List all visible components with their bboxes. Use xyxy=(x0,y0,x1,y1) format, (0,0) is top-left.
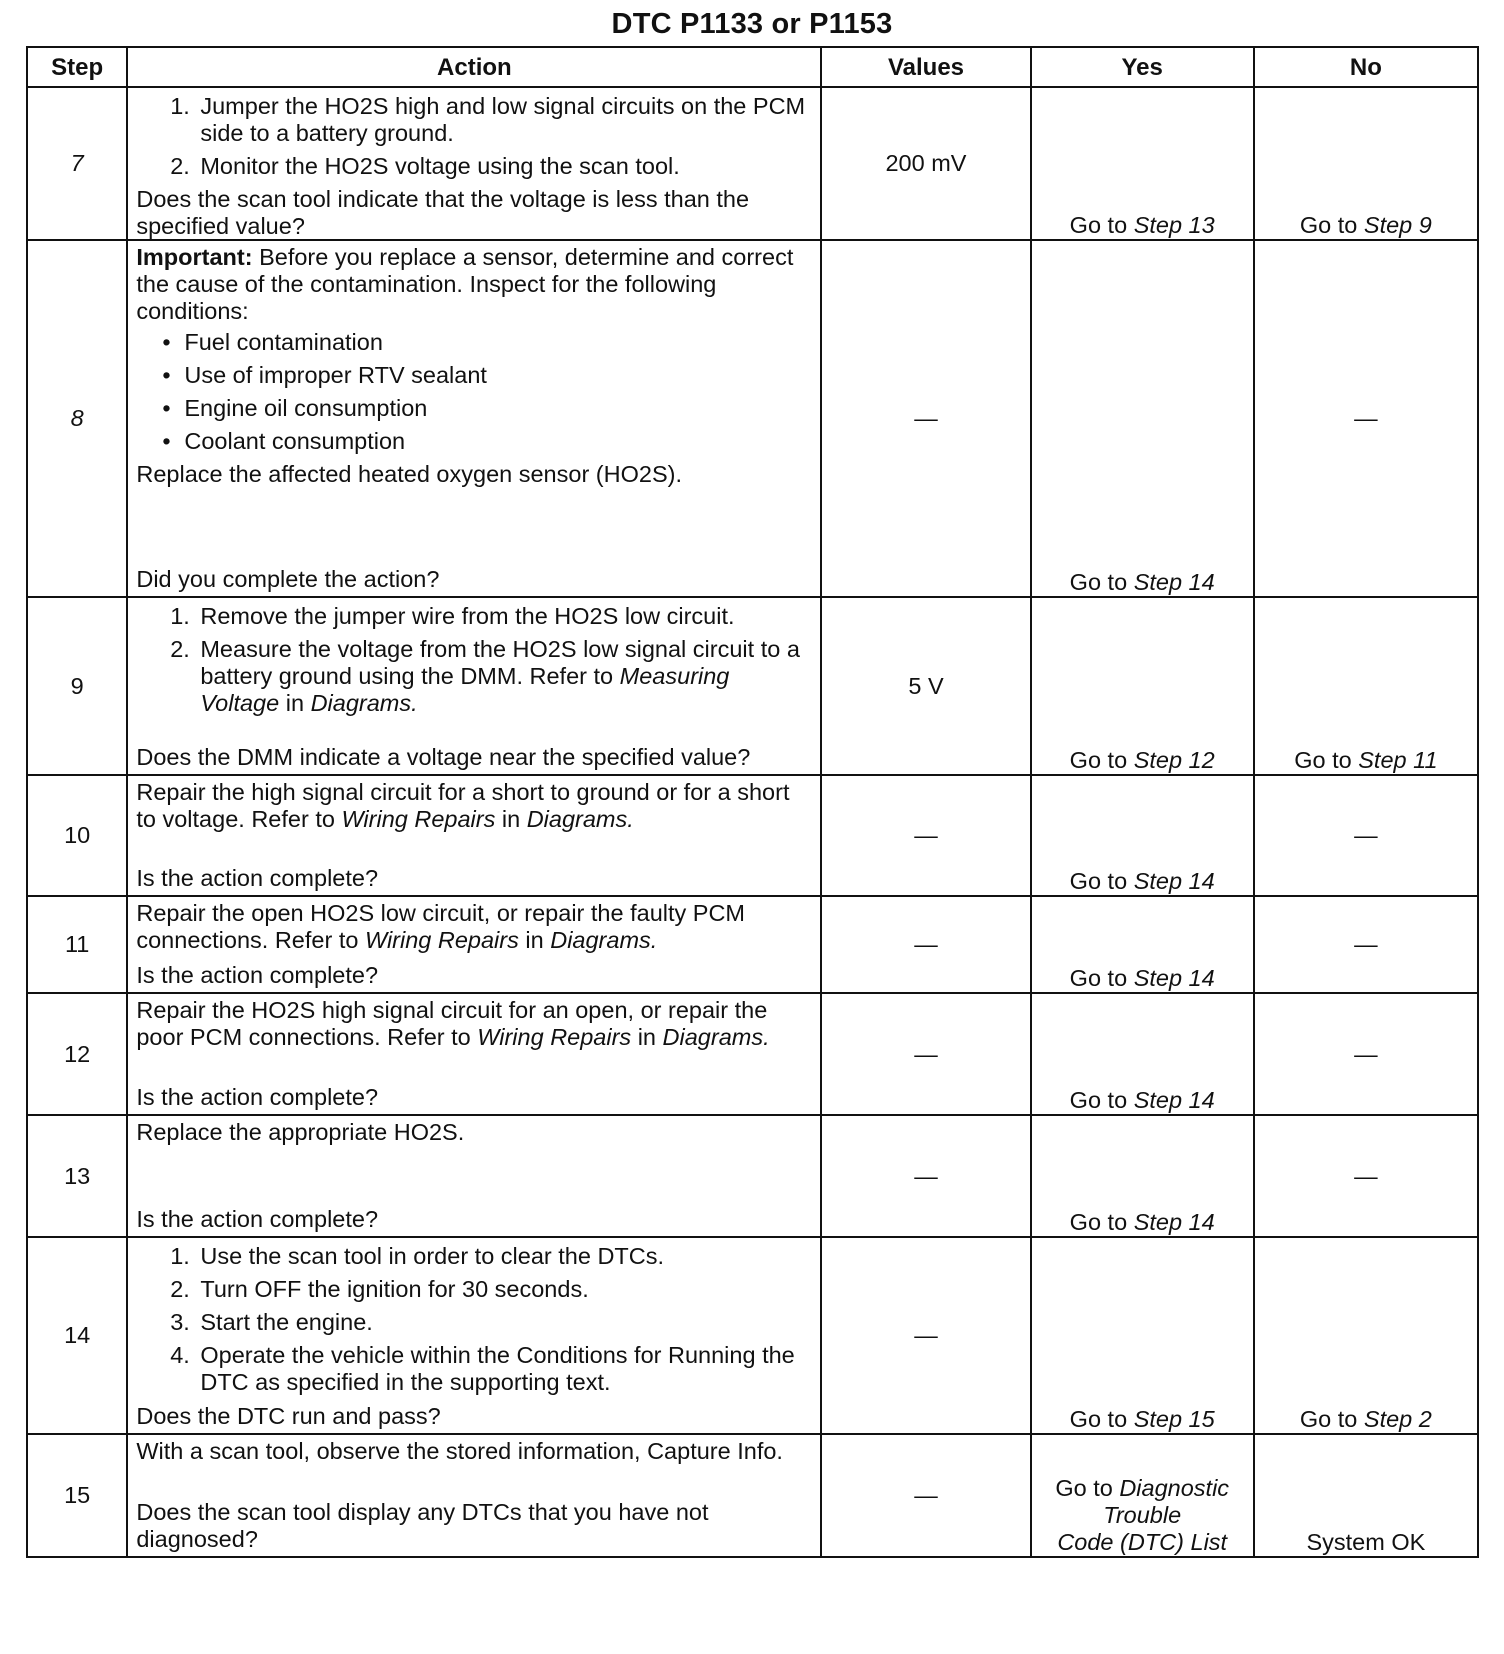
yes-cell xyxy=(1031,240,1254,597)
step-number: 14 xyxy=(27,1237,127,1434)
step-number: 9 xyxy=(27,597,127,775)
action-step-text: Measure the voltage from the HO2S low signal circuit to a battery ground using the DMM. Refer to xyxy=(200,636,800,689)
table-row-step-13 xyxy=(27,1115,1478,1237)
action-step: 1. Remove the jumper wire from the HO2S low circuit. xyxy=(196,603,812,630)
action-cell xyxy=(127,240,821,597)
step-number: 13 xyxy=(27,1115,127,1237)
header-yes: Yes xyxy=(1031,47,1254,87)
diagnostic-table xyxy=(26,46,1479,1558)
goto-step-link: Step 14 xyxy=(1133,569,1215,595)
step-number: 15 xyxy=(27,1434,127,1557)
no-cell: — xyxy=(1254,775,1478,896)
action-cell xyxy=(127,87,821,240)
list-item: • Use of improper RTV sealant xyxy=(184,362,812,389)
no-cell xyxy=(1254,1237,1478,1434)
yes-cell xyxy=(1031,1434,1254,1557)
list-item: • Fuel contamination xyxy=(184,329,812,356)
no-cell: — xyxy=(1254,896,1478,993)
goto-prefix: Go to xyxy=(1069,1209,1128,1235)
table-row-step-14 xyxy=(27,1237,1478,1434)
value-cell: — xyxy=(821,1237,1030,1434)
action-text xyxy=(136,997,812,1051)
goto-prefix: Go to xyxy=(1294,747,1352,773)
yes-cell xyxy=(1031,87,1254,240)
no-cell xyxy=(1254,87,1478,240)
important-note xyxy=(136,244,812,325)
action-steps xyxy=(136,93,812,180)
goto-step-link: Step 14 xyxy=(1133,1209,1215,1235)
value-cell: — xyxy=(821,775,1030,896)
reference-in: in xyxy=(637,1024,656,1050)
list-item: • Coolant consumption xyxy=(184,428,812,455)
action-cell xyxy=(127,896,821,993)
action-step: 4. Operate the vehicle within the Conditions for Running the DTC as specified in the supporting text. xyxy=(196,1342,812,1396)
value-cell: — xyxy=(821,240,1030,597)
action-text-body: Repair the open HO2S low circuit, or repair the faulty PCM connections. Refer to xyxy=(136,900,746,953)
goto-step-link: Step 12 xyxy=(1133,747,1215,773)
yes-cell xyxy=(1031,896,1254,993)
reference-link: Wiring Repairs xyxy=(477,1024,632,1050)
header-step: Step xyxy=(27,47,127,87)
no-cell: System OK xyxy=(1254,1434,1478,1557)
action-text: With a scan tool, observe the stored information, Capture Info. xyxy=(136,1438,783,1464)
step-number: 8 xyxy=(27,240,127,597)
step-number: 12 xyxy=(27,993,127,1115)
action-step: 3. Start the engine. xyxy=(196,1309,812,1336)
action-step: 2. Turn OFF the ignition for 30 seconds. xyxy=(196,1276,812,1303)
goto-prefix: Go to xyxy=(1069,1087,1128,1113)
table-row-step-11 xyxy=(27,896,1478,993)
reference-link: Wiring Repairs xyxy=(341,806,496,832)
yes-cell xyxy=(1031,1237,1254,1434)
goto-prefix: Go to xyxy=(1069,965,1128,991)
table-row-step-15 xyxy=(27,1434,1478,1557)
reference-in: in xyxy=(285,690,305,716)
reference-link: Wiring Repairs xyxy=(364,927,519,953)
value-cell: — xyxy=(821,896,1030,993)
goto-step-link: Step 13 xyxy=(1133,212,1215,238)
goto-step-link: Step 11 xyxy=(1358,747,1438,773)
condition-list xyxy=(136,329,812,455)
header-values: Values xyxy=(821,47,1030,87)
action-cell xyxy=(127,1237,821,1434)
step-number: 11 xyxy=(27,896,127,993)
yes-cell xyxy=(1031,775,1254,896)
no-cell: — xyxy=(1254,240,1478,597)
action-question: Did you complete the action? xyxy=(136,566,440,592)
action-question: Is the action complete? xyxy=(136,865,379,891)
goto-prefix: Go to xyxy=(1299,212,1358,238)
no-cell xyxy=(1254,597,1478,775)
goto-reference-link: Code (DTC) List xyxy=(1057,1529,1228,1555)
table-row-step-7 xyxy=(27,87,1478,240)
reference-link: Diagrams. xyxy=(526,806,634,832)
value-cell: — xyxy=(821,1115,1030,1237)
action-cell xyxy=(127,993,821,1115)
goto-prefix: Go to xyxy=(1055,1475,1113,1501)
action-cell xyxy=(127,597,821,775)
yes-cell xyxy=(1031,1115,1254,1237)
action-text xyxy=(136,779,812,833)
header-no: No xyxy=(1254,47,1478,87)
yes-cell xyxy=(1031,597,1254,775)
reference-in: in xyxy=(501,806,521,832)
reference-link: Diagrams. xyxy=(662,1024,770,1050)
value-cell: — xyxy=(821,1434,1030,1557)
action-step xyxy=(196,636,812,717)
value-cell: — xyxy=(821,993,1030,1115)
goto-step-link: Step 2 xyxy=(1363,1406,1432,1432)
important-text: Before you replace a sensor, determine and correct the cause of the contamination. Inspect for the following conditions: xyxy=(136,244,794,324)
yes-cell xyxy=(1031,993,1254,1115)
action-steps xyxy=(136,603,812,717)
step-number: 7 xyxy=(27,87,127,240)
goto-prefix: Go to xyxy=(1069,212,1128,238)
action-step: 2. Monitor the HO2S voltage using the scan tool. xyxy=(196,153,812,180)
action-question: Does the scan tool display any DTCs that you have not diagnosed? xyxy=(136,1499,709,1552)
action-steps xyxy=(136,1243,812,1396)
step-number: 10 xyxy=(27,775,127,896)
goto-reference-link: Diagnostic xyxy=(1119,1475,1230,1501)
action-step: 1. Use the scan tool in order to clear the DTCs. xyxy=(196,1243,812,1270)
goto-prefix: Go to xyxy=(1069,1406,1128,1432)
goto-step-link: Step 15 xyxy=(1133,1406,1215,1432)
action-question: Does the DTC run and pass? xyxy=(136,1403,441,1429)
important-label: Important: xyxy=(136,244,253,270)
goto-reference-link: Trouble xyxy=(1103,1502,1182,1528)
action-question: Does the DMM indicate a voltage near the specified value? xyxy=(136,744,751,770)
reference-in: in xyxy=(525,927,544,953)
value-cell: 200 mV xyxy=(821,87,1030,240)
goto-step-link: Step 14 xyxy=(1133,965,1215,991)
action-cell xyxy=(127,1115,821,1237)
value-cell: 5 V xyxy=(821,597,1030,775)
header-row xyxy=(27,47,1478,87)
reference-link: Diagrams. xyxy=(550,927,658,953)
goto-step-link: Step 9 xyxy=(1363,212,1432,238)
action-question: Is the action complete? xyxy=(136,1206,379,1232)
action-text xyxy=(136,900,812,954)
goto-prefix: Go to xyxy=(1069,868,1128,894)
action-question: Does the scan tool indicate that the voltage is less than the specified value? xyxy=(136,186,750,239)
table-row-step-10 xyxy=(27,775,1478,896)
list-item: • Engine oil consumption xyxy=(184,395,812,422)
action-cell xyxy=(127,775,821,896)
action-text: Replace the appropriate HO2S. xyxy=(136,1119,465,1145)
reference-link: Diagrams. xyxy=(310,690,418,716)
action-text-body: Repair the high signal circuit for a short to ground or for a short to voltage. Refer to xyxy=(136,779,790,832)
reference-link: Measuring Voltage xyxy=(200,663,730,716)
no-cell: — xyxy=(1254,993,1478,1115)
goto-prefix: Go to xyxy=(1069,569,1128,595)
action-instruction: Replace the affected heated oxygen sensor (HO2S). xyxy=(136,461,682,487)
page-title: DTC P1133 or P1153 xyxy=(611,8,893,40)
goto-prefix: Go to xyxy=(1069,747,1128,773)
no-cell: — xyxy=(1254,1115,1478,1237)
goto-prefix: Go to xyxy=(1299,1406,1358,1432)
action-cell xyxy=(127,1434,821,1557)
action-step: 1. Jumper the HO2S high and low signal circuits on the PCM side to a battery ground. xyxy=(196,93,812,147)
goto-step-link: Step 14 xyxy=(1133,1087,1215,1113)
action-question: Is the action complete? xyxy=(136,962,379,988)
table-row-step-8 xyxy=(27,240,1478,597)
action-text-body: Repair the HO2S high signal circuit for an open, or repair the poor PCM connections. Refer to xyxy=(136,997,768,1050)
action-question: Is the action complete? xyxy=(136,1084,379,1110)
goto-step-link: Step 14 xyxy=(1133,868,1215,894)
header-action: Action xyxy=(127,47,821,87)
table-row-step-12 xyxy=(27,993,1478,1115)
table-row-step-9 xyxy=(27,597,1478,775)
